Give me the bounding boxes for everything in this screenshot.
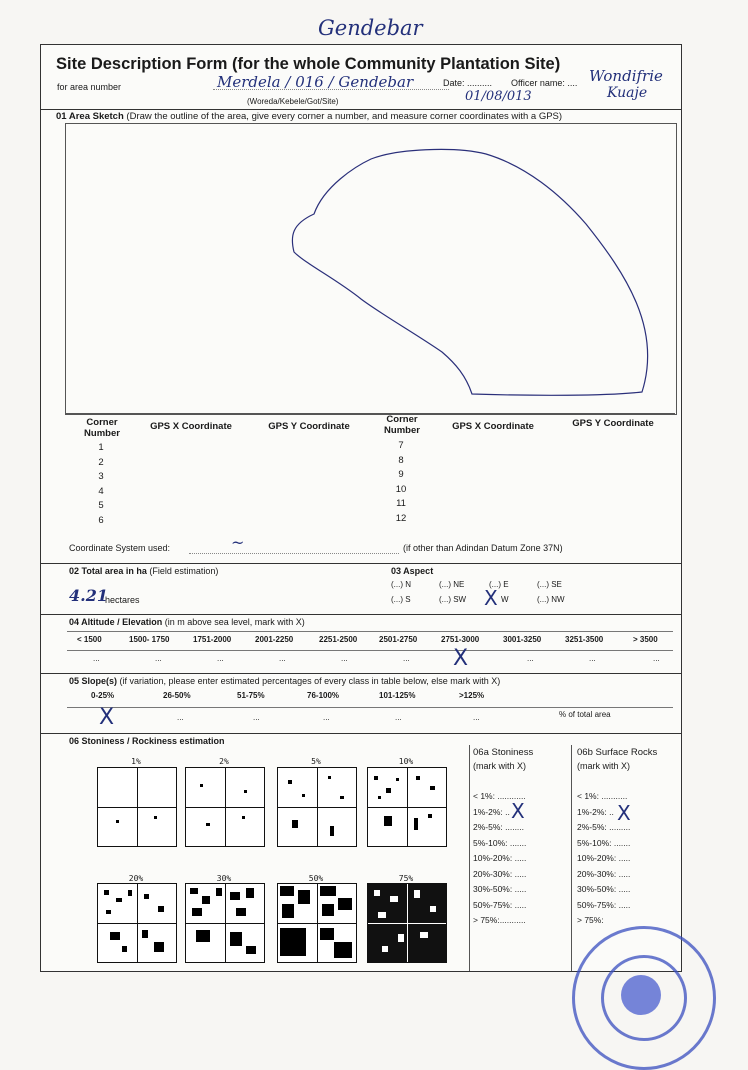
rocks-row: 5%-10%: .......: [577, 837, 631, 848]
date-label: Date: ..........: [443, 78, 493, 88]
stoniness-row: 10%-20%: .....: [473, 853, 527, 863]
grid-label-2: 2%: [219, 757, 229, 766]
top-handwritten-note: Gendebar: [318, 16, 423, 40]
slope-classes: 0-25% 26-50% 51-75% 76-100% 101-125% >125%: [67, 691, 673, 708]
section-05-header: [69, 676, 500, 686]
rocks-row: 1%-2%: ..: [577, 806, 614, 817]
sketch-area: [65, 123, 677, 415]
section-06: [41, 733, 681, 734]
grid-label-10: 10%: [398, 757, 414, 766]
coord-system-value: ~: [231, 533, 245, 552]
grid-label-75: 75%: [398, 874, 414, 883]
stoniness-row: > 75%:...........: [473, 915, 526, 925]
rocks-row: 50%-75%: .....: [577, 899, 631, 910]
corner-number: 4: [98, 485, 104, 497]
aspect-se: (...) SE: [537, 580, 562, 589]
col-gps-y-left: GPS Y Coordinate: [268, 421, 350, 432]
altitude-classes: [67, 631, 673, 651]
section-01-header: [56, 111, 562, 122]
rocks-row: 10%-20%: .....: [577, 853, 631, 863]
section-05: [41, 673, 681, 674]
coord-system-suffix: (if other than Adindan Datum Zone 37N): [403, 543, 563, 553]
date-value: 01/08/013: [465, 89, 532, 104]
alt-class: 2251-2500: [319, 635, 358, 644]
stoniness-hint: (mark with X): [473, 761, 527, 771]
stoniness-grid-5: [277, 767, 357, 847]
rocks-row: > 75%:: [577, 915, 604, 925]
section-01-title: 01 Area Sketch: [56, 111, 124, 122]
section-02-sub: (Field estimation): [149, 566, 219, 576]
stoniness-row: < 1%: ............: [473, 791, 526, 801]
corner-number: 3: [98, 471, 104, 482]
alt-class: 1751-2000: [193, 635, 232, 644]
officer-name-value: Wondifrie: [589, 67, 663, 85]
col-gps-y-right: GPS Y Coordinate: [572, 418, 654, 429]
slope-mark: X: [99, 705, 115, 730]
location-caption: (Woreda/Kebele/Got/Site): [247, 97, 339, 106]
stoniness-row: 20%-30%: .....: [473, 868, 527, 879]
aspect-s: (...) S: [391, 595, 411, 604]
stoniness-grid-2: [185, 767, 265, 847]
corner-number: 2: [98, 456, 104, 468]
stoniness-grid-30: [185, 883, 265, 963]
stoniness-mark: X: [511, 799, 525, 823]
stoniness-grid-50: [277, 883, 357, 963]
section-03-title: 03 Aspect: [391, 566, 434, 576]
section-04-title: 04 Altitude / Elevation: [69, 617, 163, 627]
rocks-hint: (mark with X): [577, 761, 631, 771]
aspect-sw: (...) SW: [439, 595, 467, 604]
col-corner-number-left: Corner Number: [84, 417, 120, 439]
section-01-instruction: (Draw the outline of the area, give every corner a number, and measure corner coordinates with a GPS): [126, 111, 563, 122]
aspect-n: (...) N: [391, 580, 411, 589]
alt-class: 3001-3250: [503, 635, 542, 644]
stoniness-row: 5%-10%: .......: [473, 837, 527, 848]
corner-number: 7: [398, 440, 404, 451]
stoniness-title: 06a Stoniness: [473, 747, 534, 758]
section-05-sub: (if variation, please enter estimated percentages of every class in table below, else mark with X): [119, 676, 501, 686]
alt-class: 3251-3500: [565, 635, 604, 644]
stoniness-row: 50%-75%: .....: [473, 899, 527, 910]
alt-class: 2001-2250: [255, 635, 294, 644]
corner-right-list: [381, 440, 421, 527]
stoniness-row: 1%-2%: ..: [473, 806, 510, 817]
alt-class: 1500- 1750: [129, 635, 170, 644]
form-title: Site Description Form (for the whole Community Plantation Site): [56, 55, 561, 73]
grid-label-20: 20%: [128, 874, 144, 883]
officer-label: Officer name: ....: [511, 78, 578, 88]
altitude-mark: X: [453, 646, 469, 671]
corner-number: 10: [395, 483, 407, 495]
corner-left-list: [81, 442, 121, 529]
sketch-outline: [66, 124, 676, 414]
section-01: [41, 109, 681, 110]
section-02-title: 02 Total area in ha: [69, 566, 147, 576]
form-page: Site Description Form (for the whole Community Plantation Site) for area number Merdela / 016 / Gendebar (Woreda/Kebele/Got/Site) Date: .......... 01/08/013 Officer name: .... Wondifrie Kuaje 01 Area Sketch (Draw the outline of the area, give every corner a number, and measure corner coordinates with a GPS) Corner Number GPS X Coordinate GPS Y Coordinate Corner Number GPS X Coordinate GPS Y Coordinate 1 2 3 4 5 6 7 8 9 10 11 12 Coordinate System used: ~ (if other than Adindan Datum Zone 37N) 02 Total area in ha (Field estimation) 4.21 hectares 03 Aspect (...) N (...) NE (...) E (...) SE (...) S (...) SW W (...) NW X 04 Altitude / Elevation (in m above sea level, mark with X) < 1500 1500- 1750 1751-2000 2001-2250 2251-2500 2501-2750 2751-3000 3001-3250 3251-3500 > 3500 ... ... ... ... ... ... ... ... ... X 05 Slope(s) (if variation, please enter estimated percentages of every class in table below, else mark with X) 0-25% 26-50% 51-75% 76-100% 101-125% >125% X ... ... ... ... ... % of total area 06 Stoniness / Rockiness estimation 06a Stoniness (mark with X) 06b Surface Rocks (mark with X) < 1%: ............ 1%-2%: .. 2%-5%: ........ 5%-10%: ....... 10%-20%: ..... 20%-30%: ..... 30%-50%: ..... 50%-75%: ..... > 75%:........... < 1%: ........... 1%-2%: .. 2%-5%: ......... 5%-10%: ....... 10%-20%: ..... 20%-30%: ..... 30%-50%: ..... 50%-75%: ..... > 75%: X X 1% 2% 5% 10% 20% 30% 50% 75%: [40, 44, 682, 972]
rocks-mark: X: [617, 801, 631, 825]
area-number-label: for area number: [57, 82, 122, 92]
alt-class: > 3500: [633, 635, 658, 644]
aspect-w: W: [501, 595, 509, 604]
grid-label-30: 30%: [216, 874, 232, 883]
col-gps-x-left: GPS X Coordinate: [150, 421, 232, 432]
alt-class: 2751-3000: [441, 635, 480, 644]
aspect-ne: (...) NE: [439, 580, 465, 589]
stoniness-grid-20: [97, 883, 177, 963]
corner-number: 1: [98, 442, 104, 453]
corner-number: 12: [395, 512, 407, 524]
corner-number: 5: [98, 500, 104, 511]
total-area-unit: hectares: [105, 595, 140, 605]
corner-number: 9: [398, 469, 404, 480]
alt-class: 2501-2750: [379, 635, 418, 644]
aspect-nw: (...) NW: [537, 595, 565, 604]
section-02-03: [41, 563, 681, 564]
stoniness-grid-1: [97, 767, 177, 847]
alt-class: < 1500: [77, 635, 102, 644]
stoniness-grid-75: [367, 883, 447, 963]
corner-number: 11: [396, 498, 406, 509]
col-gps-x-right: GPS X Coordinate: [452, 421, 534, 432]
grid-label-50: 50%: [308, 874, 324, 883]
corner-number: 8: [398, 454, 404, 466]
stoniness-grid-10: [367, 767, 447, 847]
section-06-title: 06 Stoniness / Rockiness estimation: [69, 736, 225, 746]
section-02-header: [69, 566, 218, 576]
stoniness-row: 2%-5%: ........: [473, 822, 525, 832]
col-corner-number-right: Corner Number: [384, 414, 420, 436]
total-area-value: 4.21: [69, 586, 108, 605]
section-04-sub: (in m above sea level, mark with X): [164, 617, 305, 627]
stoniness-row: 30%-50%: .....: [473, 884, 527, 894]
grid-label-1: 1%: [131, 757, 141, 766]
officer-name-value-2: Kuaje: [607, 85, 648, 101]
section-04-header: [69, 617, 305, 627]
section-04: [41, 614, 681, 615]
slope-total-label: % of total area: [559, 710, 611, 719]
rocks-row: < 1%: ...........: [577, 791, 628, 801]
aspect-w-mark: X: [484, 586, 498, 610]
aspect-e: (...) E: [489, 580, 509, 589]
location-value: Merdela / 016 / Gendebar: [217, 73, 414, 91]
coord-system-label: Coordinate System used:: [69, 543, 171, 553]
rocks-row: 20%-30%: .....: [577, 868, 631, 879]
section-05-title: 05 Slope(s): [69, 676, 118, 686]
official-stamp: [572, 926, 716, 1070]
corner-number: 6: [98, 514, 104, 526]
grid-label-5: 5%: [311, 757, 321, 766]
rocks-row: 2%-5%: .........: [577, 822, 631, 832]
rocks-row: 30%-50%: .....: [577, 884, 631, 894]
rocks-title: 06b Surface Rocks: [577, 747, 658, 758]
